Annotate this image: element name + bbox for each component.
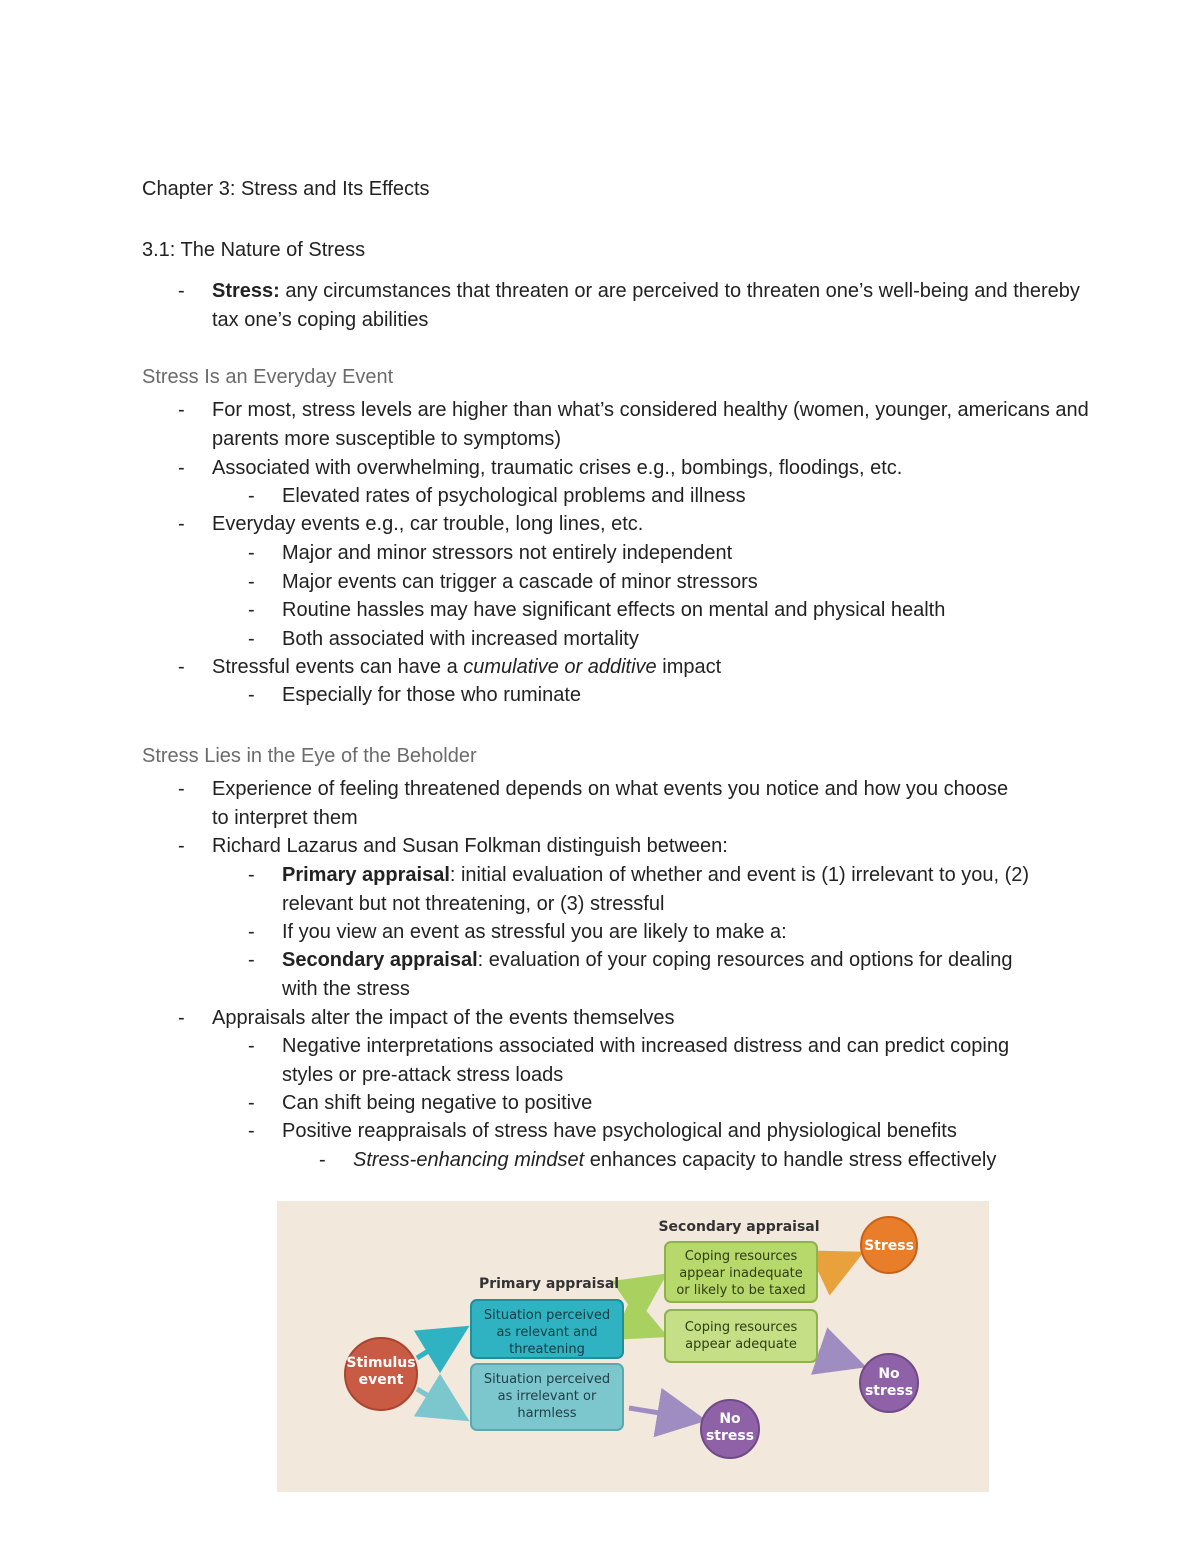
- list-item-text: Elevated rates of psychological problems and illness: [282, 485, 746, 507]
- list-item: - Stressful events can have a cumulative or additive impact: [178, 656, 722, 678]
- definition-text: any circumstances that threaten or are perceived to threaten one’s well-being and thereby tax one’s coping abilities: [212, 280, 1080, 331]
- primary-threat-line-1: Situation perceived: [483, 1308, 611, 1323]
- list-item-text: Routine hassles may have significant effects on mental and physical health: [282, 599, 946, 621]
- secondary-adequate-line-2: appear adequate: [685, 1337, 797, 1352]
- secondary-adequate-box: [665, 1310, 817, 1362]
- primary-threat-line-2: as relevant and: [496, 1325, 598, 1340]
- arrow-adequate-to-no-stress: [819, 1351, 857, 1364]
- list-item-text: Especially for those who ruminate: [282, 684, 582, 706]
- list-item: - Everyday events e.g., car trouble, long lines, etc.: [178, 513, 644, 535]
- list-item: - Richard Lazarus and Susan Folkman distinguish between:: [178, 835, 728, 857]
- list-item-text: Positive reappraisals of stress have psychological and physiological benefits: [282, 1120, 957, 1142]
- secondary-inadequate-line-2: appear inadequate: [679, 1266, 803, 1281]
- secondary-inadequate-line-1: Coping resources: [684, 1249, 798, 1264]
- list-item: - Major events can trigger a cascade of minor stressors: [248, 571, 758, 593]
- chapter-title: Chapter 3: Stress and Its Effects: [142, 178, 430, 200]
- subheading-beholder: Stress Lies in the Eye of the Beholder: [142, 745, 477, 767]
- list-item-text: Associated with overwhelming, traumatic crises e.g., bombings, floodings, etc.: [212, 457, 903, 479]
- term-secondary-appraisal: Secondary appraisal: [282, 949, 478, 971]
- list-item: - Stress-enhancing mindset enhances capacity to handle stress effectively: [319, 1149, 997, 1171]
- arrow-harmless-to-no-stress: [629, 1408, 697, 1419]
- definition-term: Stress:: [212, 280, 280, 302]
- list-item: - Secondary appraisal: evaluation of your coping resources and options for dealing with the stress: [248, 949, 1013, 1000]
- arrow-stimulus-to-threat: [417, 1331, 461, 1358]
- secondary-appraisal-label: Secondary appraisal: [658, 1219, 820, 1235]
- arrow-threat-to-adequate: [627, 1319, 659, 1333]
- list-item-text: : initial evaluation of whether and event is (1) irrelevant to you, (2) relevant but not threatening, or (3) stressful: [282, 864, 1030, 915]
- list-item: - If you view an event as stressful you are likely to make a:: [248, 921, 787, 943]
- no-stress-1-line-2: stress: [705, 1428, 755, 1444]
- list-item: - Both associated with increased mortality: [248, 628, 639, 650]
- list-item-text: impact: [656, 656, 722, 678]
- list-item: - Routine hassles may have significant effects on mental and physical health: [248, 599, 946, 621]
- list-item-text: If you view an event as stressful you are likely to make a:: [282, 921, 787, 943]
- list-item: - Especially for those who ruminate: [248, 684, 582, 706]
- list-item: - Appraisals alter the impact of the events themselves: [178, 1007, 675, 1029]
- secondary-inadequate-line-3: or likely to be taxed: [676, 1283, 806, 1298]
- list-item: - Negative interpretations associated with increased distress and can predict coping styles or pre-attack stress loads: [248, 1035, 1010, 1086]
- primary-harmless-line-1: Situation perceived: [483, 1372, 611, 1387]
- list-item: - For most, stress levels are higher than what’s considered healthy (women, younger, americans and parents more susceptible to symptoms): [178, 399, 1089, 450]
- appraisal-diagram-svg: [277, 1201, 989, 1492]
- list-item-text: Richard Lazarus and Susan Folkman distinguish between:: [212, 835, 728, 857]
- primary-harmless-line-2: as irrelevant or: [497, 1389, 597, 1404]
- stress-label: Stress: [864, 1238, 914, 1254]
- list-item-text: For most, stress levels are higher than what’s considered healthy (women, younger, americans and parents more susceptible to symptoms): [212, 399, 1089, 450]
- emphasis-text: cumulative or additive: [463, 656, 657, 678]
- list-item-text: Major and minor stressors not entirely independent: [282, 542, 733, 564]
- list-item: - Primary appraisal: initial evaluation of whether and event is (1) irrelevant to you, (2) relevant but not threatening, or (3) stressful: [248, 864, 1030, 915]
- list-item-text: Can shift being negative to positive: [282, 1092, 593, 1114]
- emphasis-text: Stress-enhancing mindset: [353, 1149, 585, 1171]
- list-item: - Major and minor stressors not entirely independent: [248, 542, 733, 564]
- primary-harmless-line-3: harmless: [517, 1406, 577, 1421]
- list-item-text: Everyday events e.g., car trouble, long lines, etc.: [212, 513, 644, 535]
- arrow-stimulus-to-harmless: [417, 1389, 461, 1416]
- no-stress-2-line-2: stress: [864, 1383, 914, 1399]
- subheading-everyday: Stress Is an Everyday Event: [142, 366, 394, 388]
- stimulus-label-1: Stimulus: [346, 1355, 416, 1371]
- list-item-text: Stressful events can have a: [212, 656, 464, 678]
- primary-threat-line-3: threatening: [509, 1342, 585, 1357]
- appraisal-diagram: [277, 1201, 989, 1492]
- list-item: - Associated with overwhelming, traumatic crises e.g., bombings, floodings, etc.: [178, 457, 903, 479]
- arrow-threat-to-inadequate: [627, 1279, 659, 1301]
- list-item-text: Both associated with increased mortality: [282, 628, 639, 650]
- list-item-text: Experience of feeling threatened depends on what events you notice and how you choose to interpret them: [212, 778, 1009, 829]
- list-item-text: Major events can trigger a cascade of minor stressors: [282, 571, 758, 593]
- stimulus-label-2: event: [358, 1372, 404, 1388]
- list-item: - Experience of feeling threatened depends on what events you notice and how you choose to interpret them: [178, 778, 1009, 829]
- no-stress-1-line-1: No: [719, 1411, 741, 1427]
- list-item: - Can shift being negative to positive: [248, 1092, 593, 1114]
- section-title: 3.1: The Nature of Stress: [142, 239, 366, 261]
- list-item-text: Appraisals alter the impact of the events themselves: [212, 1007, 675, 1029]
- definition-item: - Stress: any circumstances that threaten or are perceived to threaten one’s well-being and thereby tax one’s coping abilities: [178, 280, 1080, 331]
- list-item-text: Negative interpretations associated with increased distress and can predict coping styles or pre-attack stress loads: [282, 1035, 1010, 1086]
- list-item-text: : evaluation of your coping resources and options for dealing with the stress: [282, 949, 1013, 1000]
- no-stress-2-line-1: No: [878, 1366, 900, 1382]
- arrow-to-stress: [819, 1256, 855, 1273]
- list-item-text: enhances capacity to handle stress effectively: [584, 1149, 997, 1171]
- term-primary-appraisal: Primary appraisal: [282, 864, 450, 886]
- list-item: - Positive reappraisals of stress have psychological and physiological benefits: [248, 1120, 957, 1142]
- primary-appraisal-label: Primary appraisal: [478, 1276, 620, 1292]
- list-item: - Elevated rates of psychological problems and illness: [248, 485, 746, 507]
- secondary-adequate-line-1: Coping resources: [684, 1320, 798, 1335]
